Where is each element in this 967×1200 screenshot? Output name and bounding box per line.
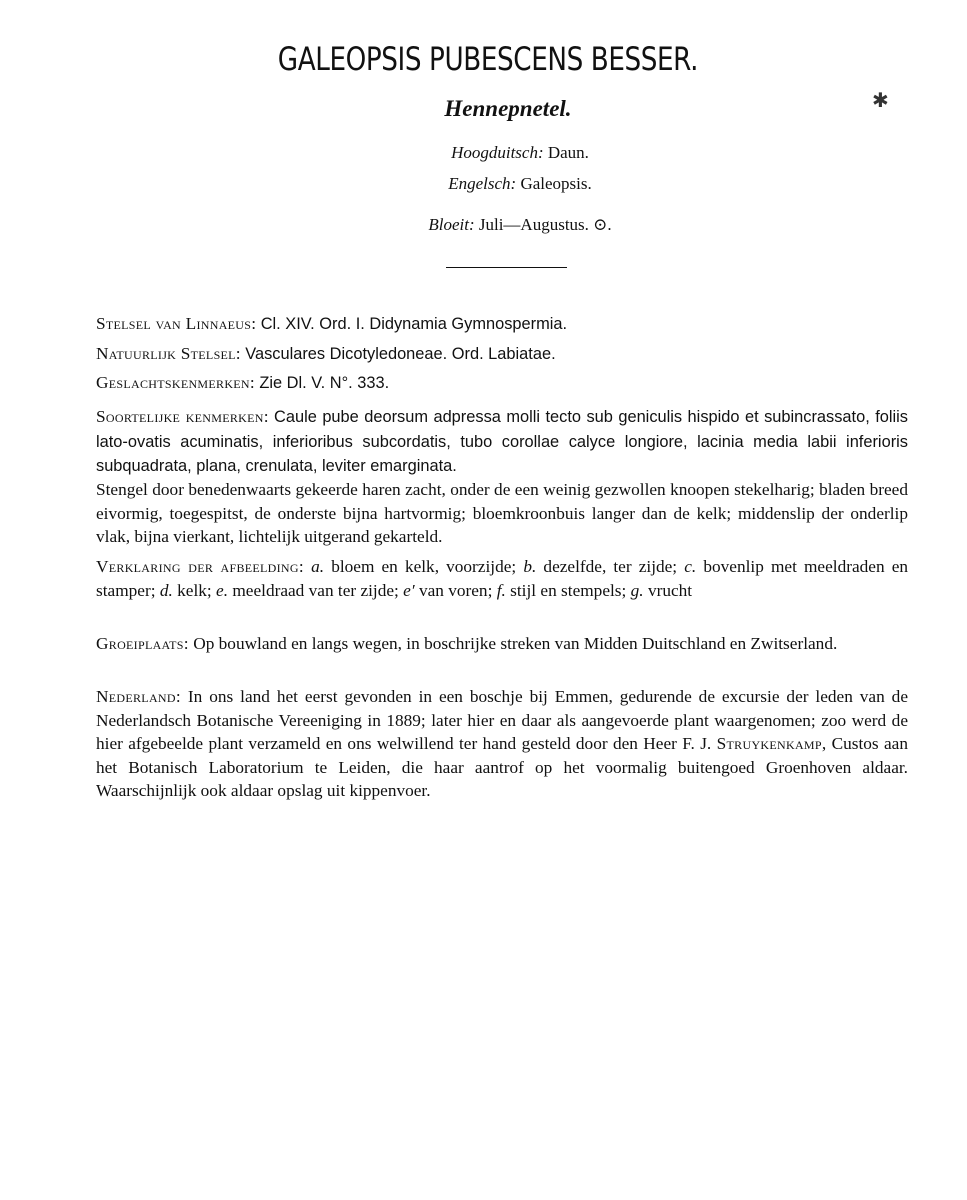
species-characters-dutch: Stengel door benedenwaarts gekeerde haren zacht, onder de een weinig gezwollen knoopen stekelharig; bladen breed eivormig, toegespitst, de onderste bijna hartvormig; bloemkroonbuis langer dan de kelk; middenslip der onderlip vlak, bijna vierkant, lichtelijk uitgerand gekarteld. — [96, 480, 908, 546]
species-characters-latin — [96, 405, 908, 479]
fig-letter-a: a. — [311, 557, 325, 576]
genus-characters-value: Zie Dl. V. N°. 333. — [259, 374, 390, 392]
netherlands-label: Nederland: — [96, 687, 181, 706]
habitat-label: Groeiplaats: — [96, 634, 189, 653]
flowering-value: Juli—Augustus. — [478, 215, 589, 234]
linnaeus-value: Cl. XIV. Ord. I. Didynamia Gymnospermia. — [260, 315, 568, 333]
genus-characters-line — [96, 372, 908, 394]
fig-letter-g: g. — [630, 580, 644, 600]
dutch-name: Hennepnetel. — [444, 96, 572, 121]
fig-letter-b: b. — [523, 557, 537, 576]
linnaeus-label: Stelsel van Linnaeus: — [96, 314, 257, 333]
species-latin-text: Caule pube deorsum adpressa molli tecto sub geniculis hispido et subincrassato, foliis lato-ovatis acuminatis, inferioribus subcordatis, tubo corollae calyce longiore, lacinia media labii inferioris subquadrata, plana, crenulata, leviter emarginata. — [96, 408, 908, 475]
divider-rule — [446, 267, 567, 268]
fig-letter-e-prime: e′ — [403, 580, 415, 600]
english-label: Engelsch: — [448, 174, 517, 193]
fig-letter-f: f. — [496, 580, 506, 600]
linnaeus-system-line — [96, 313, 908, 335]
german-value: Daun. — [547, 143, 589, 162]
fig-letter-c: c. — [684, 557, 697, 576]
genus-characters-label: Geslachtskenmerken: — [96, 373, 255, 392]
collector-name: Struykenkamp — [716, 734, 822, 753]
netherlands-text-1: In ons land het eerst gevonden in een boschje bij Emmen, gedurende de excursie der leden van de Nederlandsch Botanische Vereeniging in 1889; later hier en daar als aangevoerde plant waargenomen; zoo werd de hier afgebeelde plant verzameld en ons welwillend ter hand gesteld door den Heer F. J. — [96, 687, 908, 753]
natural-system-label: Natuurlijk Stelsel: — [96, 344, 241, 363]
fig-letter-d: d. — [159, 580, 173, 600]
fig-text-f: stijl en stempels; — [510, 580, 627, 600]
ink-blot-mark: ✱ — [872, 90, 889, 112]
netherlands-paragraph — [96, 685, 908, 803]
habitat-paragraph — [96, 632, 908, 656]
fig-text-c: bovenlip met meeldraden en stamper; — [96, 557, 909, 600]
fig-text-e: meeldraad van ter zijde; — [232, 580, 399, 600]
fig-letter-e: e. — [216, 580, 229, 600]
species-characters-label: Soortelijke kenmerken: — [96, 407, 269, 426]
flowering-label: Bloeit: — [428, 215, 475, 234]
figure-explanation-label: Verklaring der afbeelding: — [96, 557, 304, 576]
german-label: Hoogduitsch: — [451, 143, 544, 162]
annual-symbol: ⊙. — [593, 215, 612, 234]
fig-text-a: bloem en kelk, voorzijde; — [331, 557, 517, 576]
natural-system-value: Vasculares Dicotyledoneae. Ord. Labiatae. — [245, 345, 556, 363]
english-name-line — [0, 174, 967, 194]
fig-text-g: vrucht — [647, 580, 693, 600]
fig-text-e-prime: van voren; — [418, 580, 493, 600]
habitat-text: Op bouwland en langs wegen, in boschrijke streken van Midden Duitschland en Zwitserland. — [193, 634, 838, 653]
page-title: GALEOPSIS PUBESCENS BESSER. — [277, 40, 698, 78]
fig-text-d: kelk; — [177, 580, 212, 600]
flowering-line — [0, 215, 967, 235]
natural-system-line — [96, 343, 908, 365]
fig-text-b: dezelfde, ter zijde; — [543, 557, 678, 576]
figure-explanation — [96, 555, 908, 602]
english-value: Galeopsis. — [520, 174, 592, 193]
netherlands-text-2: , Custos aan het Botanisch Laboratorium te Leiden, die haar aantrof op het voormalig buitengoed Groenhoven aldaar. Waarschijnlijk ook aldaar opslag uit kippenvoer. — [96, 734, 908, 800]
german-name-line — [0, 143, 967, 163]
